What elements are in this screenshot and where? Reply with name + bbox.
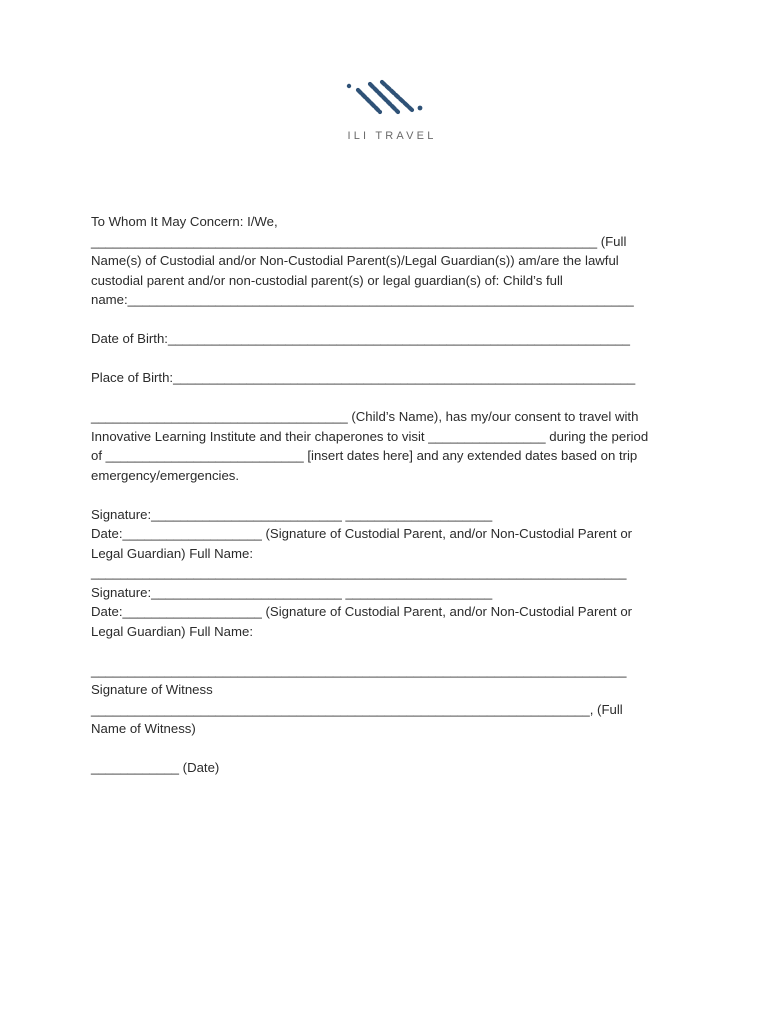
logo-text: ILI TRAVEL [347, 130, 437, 142]
consent-line: ___________________________________ (Child’s Name), has my/our consent to travel with [91, 409, 639, 424]
spacer [91, 349, 691, 369]
logo-stroke [382, 82, 412, 110]
full-name-blank-1: _________________________________________________________________________ [91, 565, 627, 580]
logo-dot [347, 84, 351, 88]
logo [0, 78, 770, 148]
signature-date-line-1: Date:___________________ (Signature of Custodial Parent, and/or Non-Custodial Parent or [91, 526, 633, 541]
child-name-line: name:_____________________________________________________________________ [91, 292, 634, 307]
parent-description-line: custodial parent and/or non-custodial parent(s) or legal guardian(s) of: Child’s full [91, 272, 563, 288]
signature-date-line-2: Date:___________________ (Signature of Custodial Parent, and/or Non-Custodial Parent or [91, 604, 633, 619]
parent-name-blank-line: _____________________________________________________________________ (Full [91, 233, 627, 249]
logo-dot [418, 106, 423, 111]
place-of-birth-line: Place of Birth:_______________________________________________________________ [91, 370, 636, 385]
logo-mark-icon [342, 78, 432, 118]
witness-name-blank: ____________________________________________________________________, (Full [91, 701, 623, 717]
logo-stroke [358, 90, 380, 112]
parent-description-line: Name(s) of Custodial and/or Non-Custodial Parent(s)/Legal Guardian(s)) am/are the lawful [91, 253, 619, 268]
witness-signature-label: Signature of Witness [91, 682, 213, 697]
salutation-line: To Whom It May Concern: I/We, [91, 214, 278, 229]
witness-name-label: Name of Witness) [91, 721, 196, 736]
consent-line: emergency/emergencies. [91, 467, 240, 483]
date-of-birth-line: Date of Birth:_______________________________________________________________ [91, 331, 631, 346]
date-blank-line: ____________ (Date) [91, 760, 220, 775]
spacer [91, 485, 691, 505]
signature-line-2: Signature:__________________________ ____________________ [91, 584, 493, 600]
signature-line-1: Signature:__________________________ ____________________ [91, 506, 493, 522]
consent-line: Innovative Learning Institute and their chaperones to visit ________________ during the period [91, 428, 649, 444]
spacer [91, 388, 691, 408]
consent-letter [91, 212, 691, 778]
spacer [91, 310, 691, 330]
spacer [91, 739, 691, 759]
spacer [91, 641, 691, 661]
consent-line: of ___________________________ [insert dates here] and any extended dates based on trip [91, 448, 638, 463]
full-name-label-2: Legal Guardian) Full Name: [91, 623, 253, 639]
full-name-label-1: Legal Guardian) Full Name: [91, 545, 253, 561]
witness-signature-blank: _________________________________________________________________________ [91, 662, 627, 678]
